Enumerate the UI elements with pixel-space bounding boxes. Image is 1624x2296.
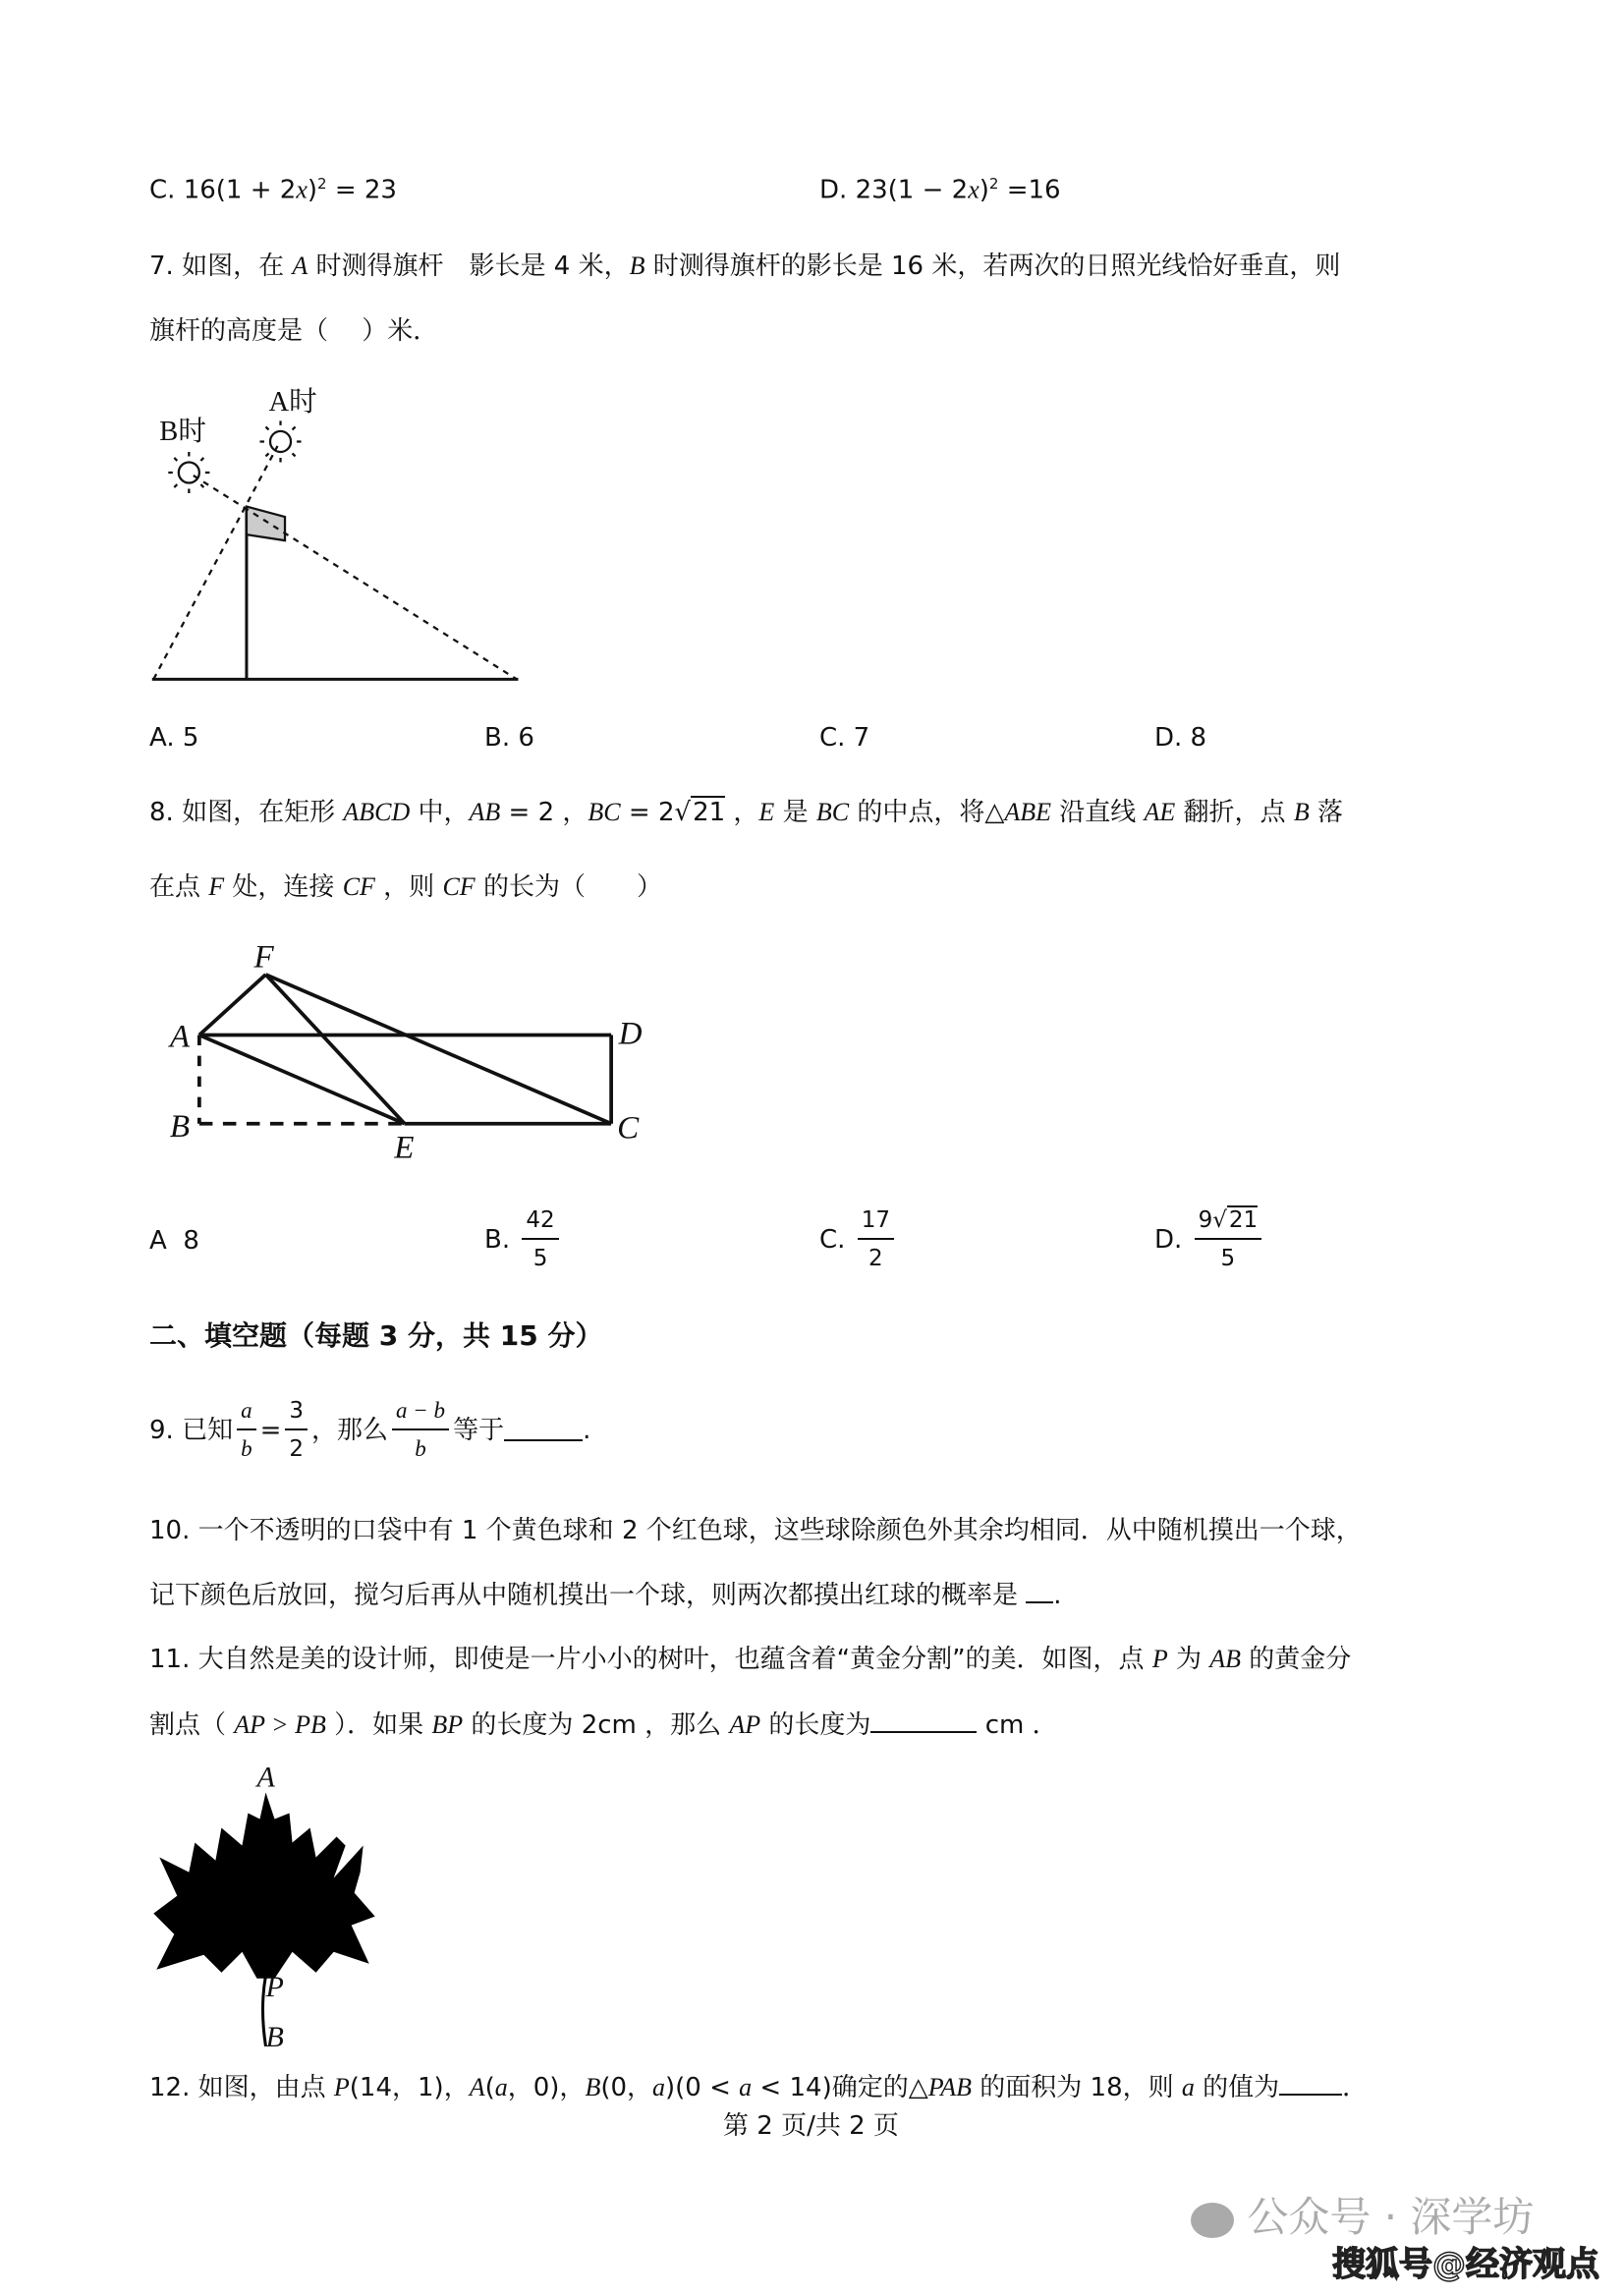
expression-part: ) bbox=[307, 175, 318, 205]
segment-fe bbox=[265, 975, 404, 1124]
label-c: C bbox=[617, 1110, 640, 1147]
label-b: B bbox=[169, 1109, 191, 1146]
section-heading: 二、填空题（每题 3 分，共 15 分） bbox=[149, 1319, 603, 1352]
q12-text: 12. 如图，由点 P(14，1)，A(a，0)，B(0，a)(0 < a < 14)确定的△PAB 的面积为 18，则 a 的值为 ． bbox=[149, 2073, 1369, 2102]
q7-option-c: C. 7 bbox=[819, 723, 870, 753]
expression-part: 16(1 + 2 bbox=[183, 175, 297, 205]
label-a-time: A时 bbox=[268, 386, 317, 418]
q7-option-d: D. 8 bbox=[1154, 723, 1207, 753]
q8-option-d: D. $\frac{9√21}{5}$ bbox=[1154, 1206, 1265, 1273]
label-b-time: B时 bbox=[159, 416, 206, 447]
q8-text-line1: 8. 如图，在矩形 ABCD 中，AB = 2 ，BC = 2√21 ，E 是 BC 的中点，将△ABE 沿直线 AE 翻折，点 B 落 bbox=[149, 798, 1343, 827]
q7-text-line2: 旗杆的高度是（ ）米． bbox=[149, 316, 439, 346]
sohu-watermark: 搜狐号@经济观点 bbox=[1332, 2245, 1599, 2284]
option-label: D. bbox=[819, 175, 848, 205]
maple-leaf-silhouette bbox=[153, 1792, 374, 1978]
variable: x bbox=[296, 175, 308, 204]
flagpole-figure bbox=[152, 386, 519, 679]
q10-text-line1: 10. 一个不透明的口袋中有 1 个黄色球和 2 个红色球，这些球除颜色外其余均相同．从中随机摸出一个球， bbox=[149, 1516, 1362, 1545]
label-p: P bbox=[265, 1969, 284, 2003]
sun-icon-a bbox=[259, 420, 301, 462]
q8-option-b: B. $\frac{42}{5}$ bbox=[484, 1206, 563, 1273]
variable: x bbox=[968, 175, 980, 204]
sun-icon-b bbox=[168, 452, 209, 493]
q8-option-c: C. $\frac{17}{2}$ bbox=[819, 1206, 898, 1273]
label-a: A bbox=[169, 1019, 191, 1055]
label-d: D bbox=[618, 1016, 643, 1052]
q8-option-a: A 8 bbox=[149, 1226, 199, 1256]
q7-text-line1: 7. 如图，在 A 时测得旗杆 影长是 4 米，B 时测得旗杆的影长是 16 米，若两次的日照光线恰好垂直，则 bbox=[149, 252, 1341, 281]
expression-part: ) bbox=[979, 175, 989, 205]
q8-text-line2: 在点 F 处，连接 CF ，则 CF 的长为（ ） bbox=[149, 872, 662, 902]
segment-ae bbox=[199, 1036, 405, 1124]
segment-af bbox=[199, 975, 266, 1036]
flag bbox=[247, 507, 285, 541]
q10-text-line2: 记下颜色后放回，搅匀后再从中随机摸出一个球，则两次都摸出红球的概率是 . bbox=[149, 1581, 1062, 1610]
expression-part: = 23 bbox=[334, 175, 397, 205]
exponent: 2 bbox=[317, 175, 327, 193]
rectangle-fold-figure bbox=[168, 939, 643, 1165]
option-label: C. bbox=[149, 175, 176, 205]
exponent: 2 bbox=[988, 175, 999, 193]
expression-part: =16 bbox=[1006, 175, 1061, 205]
label-a: A bbox=[256, 1760, 275, 1794]
q7-option-b: B. 6 bbox=[484, 723, 534, 753]
segment-fc bbox=[265, 975, 611, 1124]
maple-leaf-figure bbox=[153, 1760, 374, 2052]
page-footer: 第 2 页/共 2 页 bbox=[723, 2111, 899, 2141]
label-f: F bbox=[253, 939, 274, 976]
label-e: E bbox=[394, 1130, 415, 1166]
sunlight-a bbox=[153, 446, 277, 679]
expression-part: 23(1 − 2 bbox=[855, 175, 969, 205]
wechat-watermark-text: 公众号 · 深学坊 bbox=[1247, 2193, 1535, 2241]
q7-option-a: A. 5 bbox=[149, 723, 199, 753]
q11-text-line2: 割点（ AP > PB ）．如果 BP 的长度为 2cm ，那么 AP 的长度为 cm ． bbox=[149, 1710, 1058, 1740]
label-b: B bbox=[265, 2019, 284, 2053]
sunlight-b bbox=[194, 476, 517, 679]
q9-text: 9. 已知 $\frac{a}{b}$ = $\frac{3}{2}$ ，那么 $\frac{a - b}{b}$ 等于 . bbox=[149, 1398, 591, 1462]
q11-text-line1: 11. 大自然是美的设计师，即使是一片小小的树叶，也蕴含着“黄金分割”的美．如图，点 P 为 AB 的黄金分 bbox=[149, 1645, 1352, 1674]
